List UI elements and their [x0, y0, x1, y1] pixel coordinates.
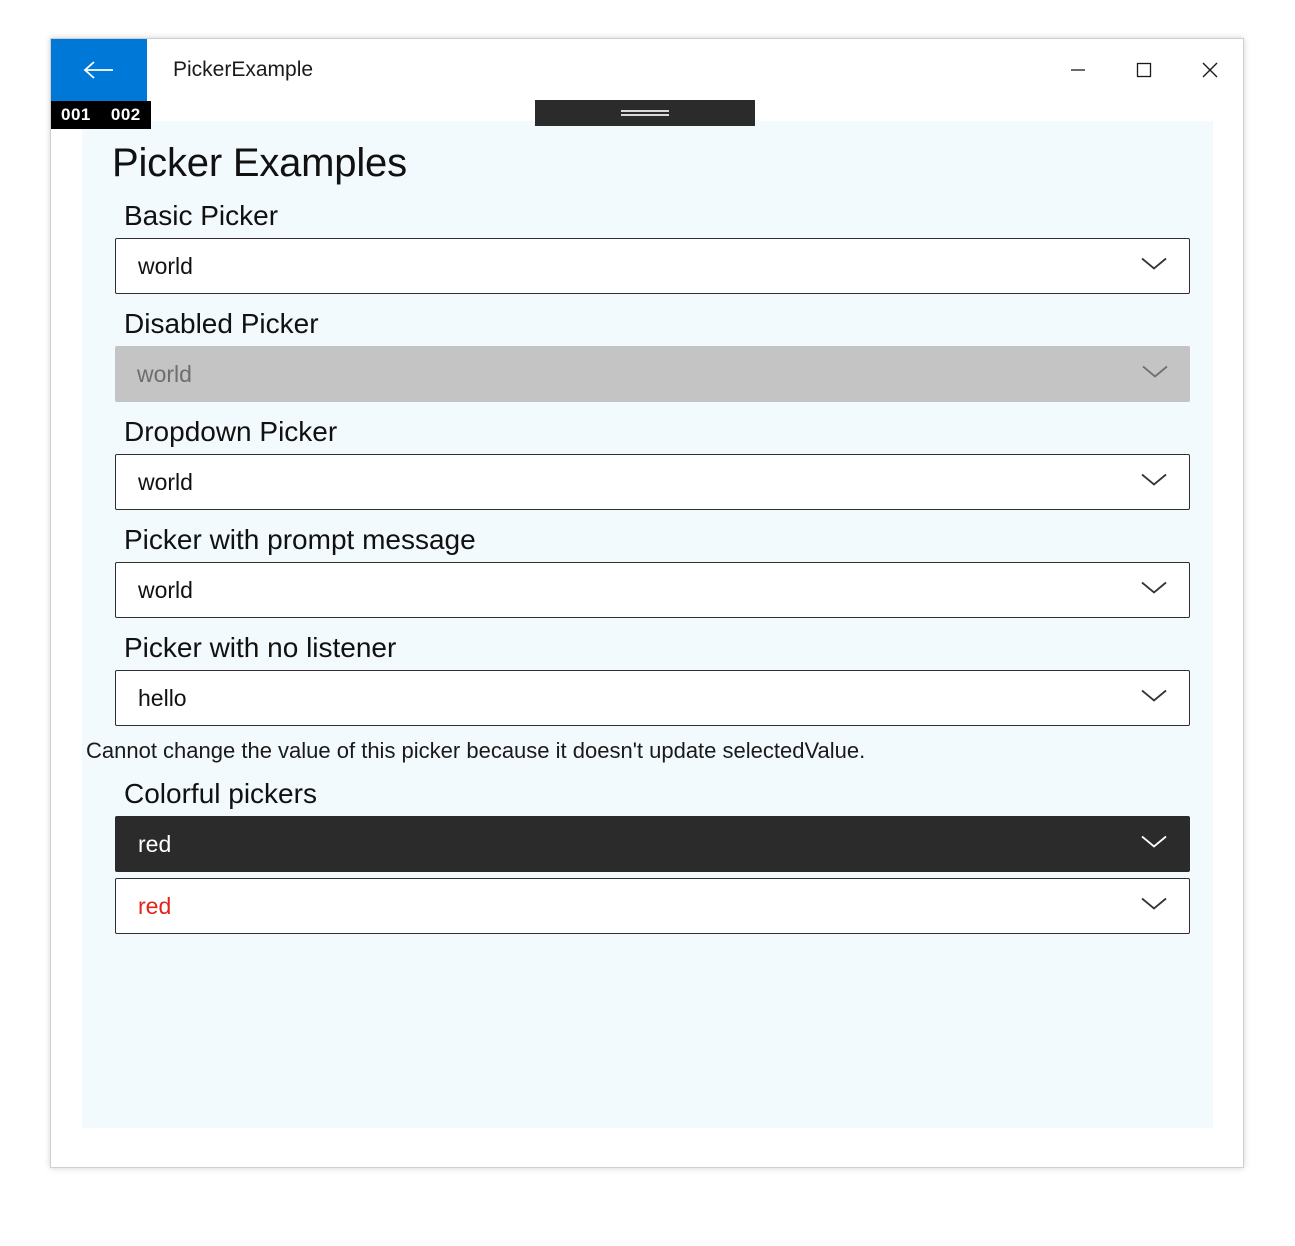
picker-dropdown-value: world	[138, 468, 193, 495]
picker-colorful-red[interactable]	[115, 878, 1190, 934]
picker-basic[interactable]	[115, 238, 1190, 294]
section-label-no-listener-picker: Picker with no listener	[124, 632, 397, 663]
chevron-down-icon	[1139, 579, 1169, 602]
section-label-disabled-picker: Disabled Picker	[124, 308, 319, 339]
section-label-prompt-picker: Picker with prompt message	[124, 524, 476, 555]
section-label-dropdown-picker: Dropdown Picker	[124, 416, 338, 447]
dev-menu-handle[interactable]	[535, 100, 755, 126]
back-arrow-icon	[82, 59, 116, 81]
picker-no-listener[interactable]	[115, 670, 1190, 726]
drag-handle-icon	[621, 108, 669, 118]
section-label-colorful-pickers: Colorful pickers	[124, 778, 317, 809]
chevron-down-icon	[1139, 471, 1169, 494]
picker-no-listener-value: hello	[138, 684, 187, 711]
title-bar	[51, 39, 1243, 101]
picker-basic-value: world	[138, 252, 193, 279]
maximize-button[interactable]	[1111, 39, 1177, 101]
close-button[interactable]	[1177, 39, 1243, 101]
section-label-basic-picker: Basic Picker	[124, 200, 279, 231]
content-area	[82, 121, 1213, 1128]
picker-with-prompt[interactable]	[115, 562, 1190, 618]
window-title: PickerExample	[173, 58, 314, 81]
marker-001: 001	[51, 101, 101, 129]
chevron-down-icon	[1140, 363, 1170, 386]
picker-dropdown[interactable]	[115, 454, 1190, 510]
picker-disabled-value: world	[137, 360, 192, 387]
picker-colorful-red-value: red	[138, 892, 172, 919]
app-window	[50, 38, 1244, 1168]
chevron-down-icon	[1139, 895, 1169, 918]
minimize-button[interactable]	[1045, 39, 1111, 101]
picker-disabled	[115, 346, 1190, 402]
picker-with-prompt-value: world	[138, 576, 193, 603]
picker-colorful-dark-value: red	[138, 830, 172, 857]
caption-buttons	[1045, 39, 1243, 101]
chevron-down-icon	[1139, 687, 1169, 710]
back-button[interactable]	[51, 39, 147, 101]
chevron-down-icon	[1139, 833, 1169, 856]
picker-colorful-dark[interactable]	[115, 816, 1190, 872]
marker-002: 002	[101, 101, 151, 129]
page-title: Picker Examples	[112, 141, 407, 185]
titlebar-spacer	[313, 39, 1045, 101]
chevron-down-icon	[1139, 255, 1169, 278]
picker-no-listener-note: Cannot change the value of this picker because it doesn't update selectedValue.	[86, 738, 866, 763]
element-markers	[51, 101, 151, 129]
